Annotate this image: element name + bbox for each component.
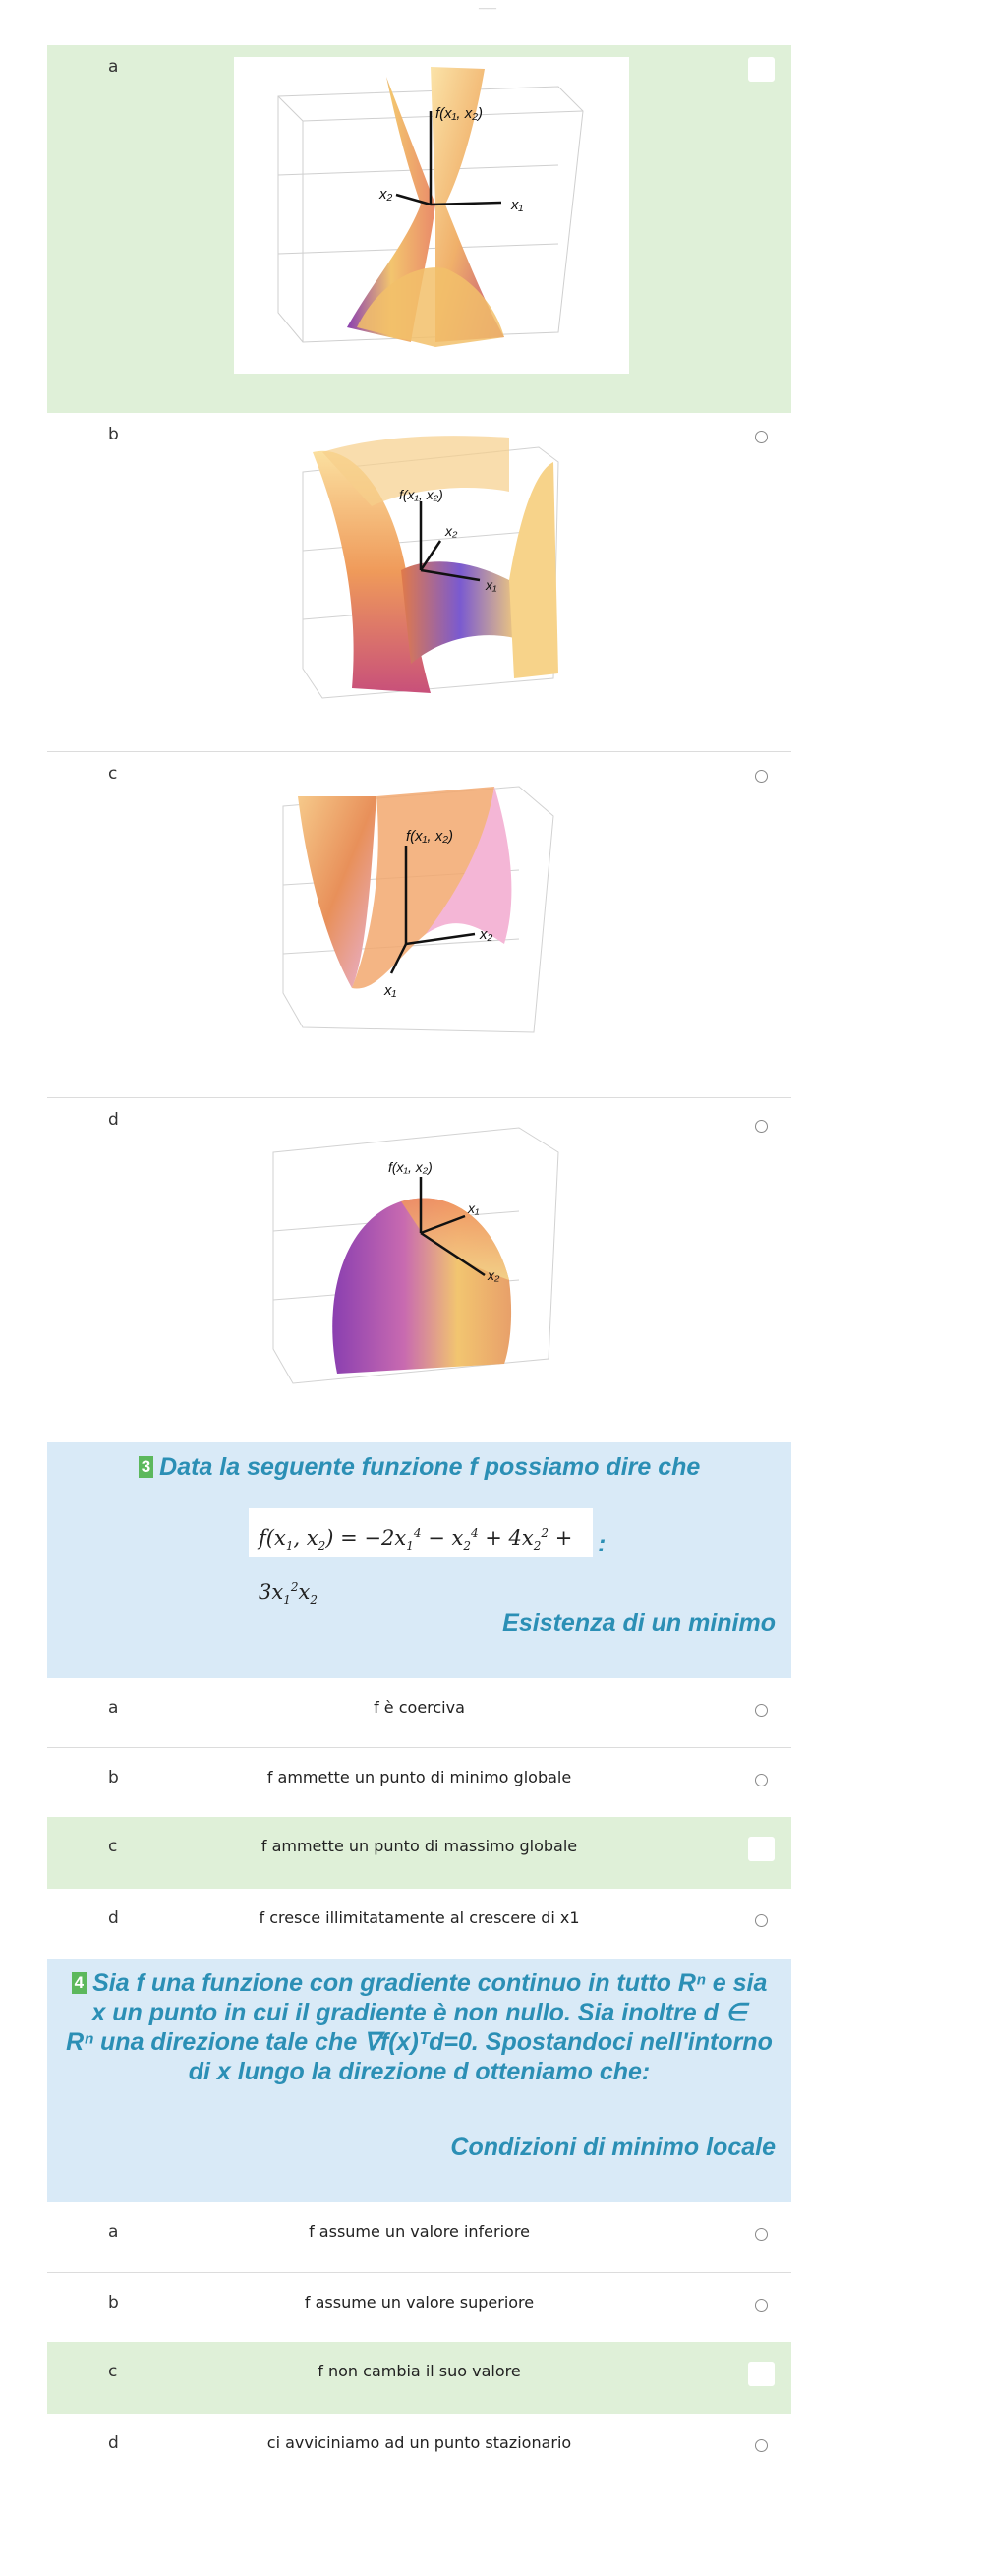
question-4-header xyxy=(47,1959,791,2202)
svg-text:x₁: x₁ xyxy=(486,577,497,593)
q3-option-a[interactable]: a f è coerciva xyxy=(47,1678,791,1748)
q3-option-c[interactable]: c f ammette un punto di massimo globale xyxy=(47,1817,791,1889)
svg-text:x₂: x₂ xyxy=(445,523,458,539)
surface-plot-c xyxy=(268,777,593,1072)
option-radio[interactable] xyxy=(755,2439,768,2452)
q4-option-c[interactable]: c f non cambia il suo valore xyxy=(47,2342,791,2414)
svg-text:x₁: x₁ xyxy=(384,982,397,999)
svg-text:x₁: x₁ xyxy=(511,197,524,213)
option-text: f ammette un punto di minimo globale xyxy=(266,1768,572,1786)
option-letter: d xyxy=(108,1110,119,1130)
option-text: f cresce illimitatamente al crescere di x1 xyxy=(259,1908,580,1927)
question-title: 3 Data la seguente funzione f possiamo dire che xyxy=(47,1452,791,1482)
option-text: f assume un valore superiore xyxy=(304,2293,535,2312)
option-text: f non cambia il suo valore xyxy=(318,2362,521,2380)
surface-plot-b xyxy=(283,433,578,718)
option-letter: a xyxy=(108,57,119,77)
svg-text:f(x₁, x₂): f(x₁, x₂) xyxy=(388,1159,433,1175)
option-text: f assume un valore inferiore xyxy=(309,2222,530,2241)
option-radio[interactable] xyxy=(755,770,768,783)
svg-text:f(x₁, x₂): f(x₁, x₂) xyxy=(399,487,443,502)
option-radio[interactable] xyxy=(755,1914,768,1927)
surface-plot-a xyxy=(234,57,629,374)
option-radio[interactable] xyxy=(755,2228,768,2241)
option-radio[interactable] xyxy=(755,2299,768,2312)
question-number-badge: 4 xyxy=(72,1972,87,1994)
svg-text:x₁: x₁ xyxy=(468,1200,480,1216)
q4-option-a[interactable]: a f assume un valore inferiore xyxy=(47,2202,791,2273)
q2-option-d[interactable] xyxy=(47,1098,791,1437)
q4-option-b[interactable]: b f assume un valore superiore xyxy=(47,2273,791,2342)
formula-suffix: : xyxy=(598,1530,607,1557)
option-radio[interactable] xyxy=(755,1704,768,1717)
question-3-header xyxy=(47,1442,791,1678)
surface-plot-d xyxy=(263,1123,588,1413)
q2-option-a[interactable] xyxy=(47,45,791,413)
question-category: Esistenza di un minimo xyxy=(502,1610,776,1637)
question-title: 4 Sia f una funzione con gradiente continuo in tutto Rⁿ e sia x un punto in cui il gradiente è non nullo. Sia inoltre d ∈ Rⁿ una direzione tale che ∇f(x)ᵀd=0. Spostandoci nell'intorno di x lungo la direzione d otteniamo che: xyxy=(66,1969,773,2085)
option-letter: c xyxy=(108,764,118,784)
option-radio[interactable] xyxy=(755,63,768,76)
option-radio[interactable] xyxy=(755,1774,768,1786)
option-text: f è coerciva xyxy=(374,1698,465,1717)
option-text: ci avviciniamo ad un punto stazionario xyxy=(266,2433,572,2452)
z-axis-label: f(x₁, x₂) xyxy=(435,105,483,122)
q4-option-d[interactable]: d ci avviciniamo ad un punto stazionario xyxy=(47,2414,791,2485)
top-mark: ____ xyxy=(479,0,496,10)
option-text: f ammette un punto di massimo globale xyxy=(260,1837,578,1855)
question-category: Condizioni di minimo locale xyxy=(450,2134,776,2161)
q2-option-c[interactable] xyxy=(47,752,791,1098)
q2-option-b[interactable] xyxy=(47,413,791,752)
svg-text:x₂: x₂ xyxy=(379,186,393,203)
option-radio[interactable] xyxy=(755,1843,768,1855)
function-formula: $f(x_1$, $x_2) = -2x_1^4 - x_2^4 + 4x_2^2 + 3x_1^2x_2$ xyxy=(249,1508,593,1557)
svg-text:f(x₁, x₂): f(x₁, x₂) xyxy=(406,828,453,845)
q3-option-d[interactable]: d f cresce illimitatamente al crescere di x1 xyxy=(47,1889,791,1959)
option-radio[interactable] xyxy=(755,1120,768,1133)
option-letter: b xyxy=(108,425,119,444)
svg-text:x₂: x₂ xyxy=(488,1267,500,1283)
q3-option-b[interactable]: b f ammette un punto di minimo globale xyxy=(47,1748,791,1817)
svg-text:x₂: x₂ xyxy=(480,926,493,943)
option-radio[interactable] xyxy=(755,2368,768,2380)
option-radio[interactable] xyxy=(755,431,768,443)
question-number-badge: 3 xyxy=(139,1456,153,1478)
